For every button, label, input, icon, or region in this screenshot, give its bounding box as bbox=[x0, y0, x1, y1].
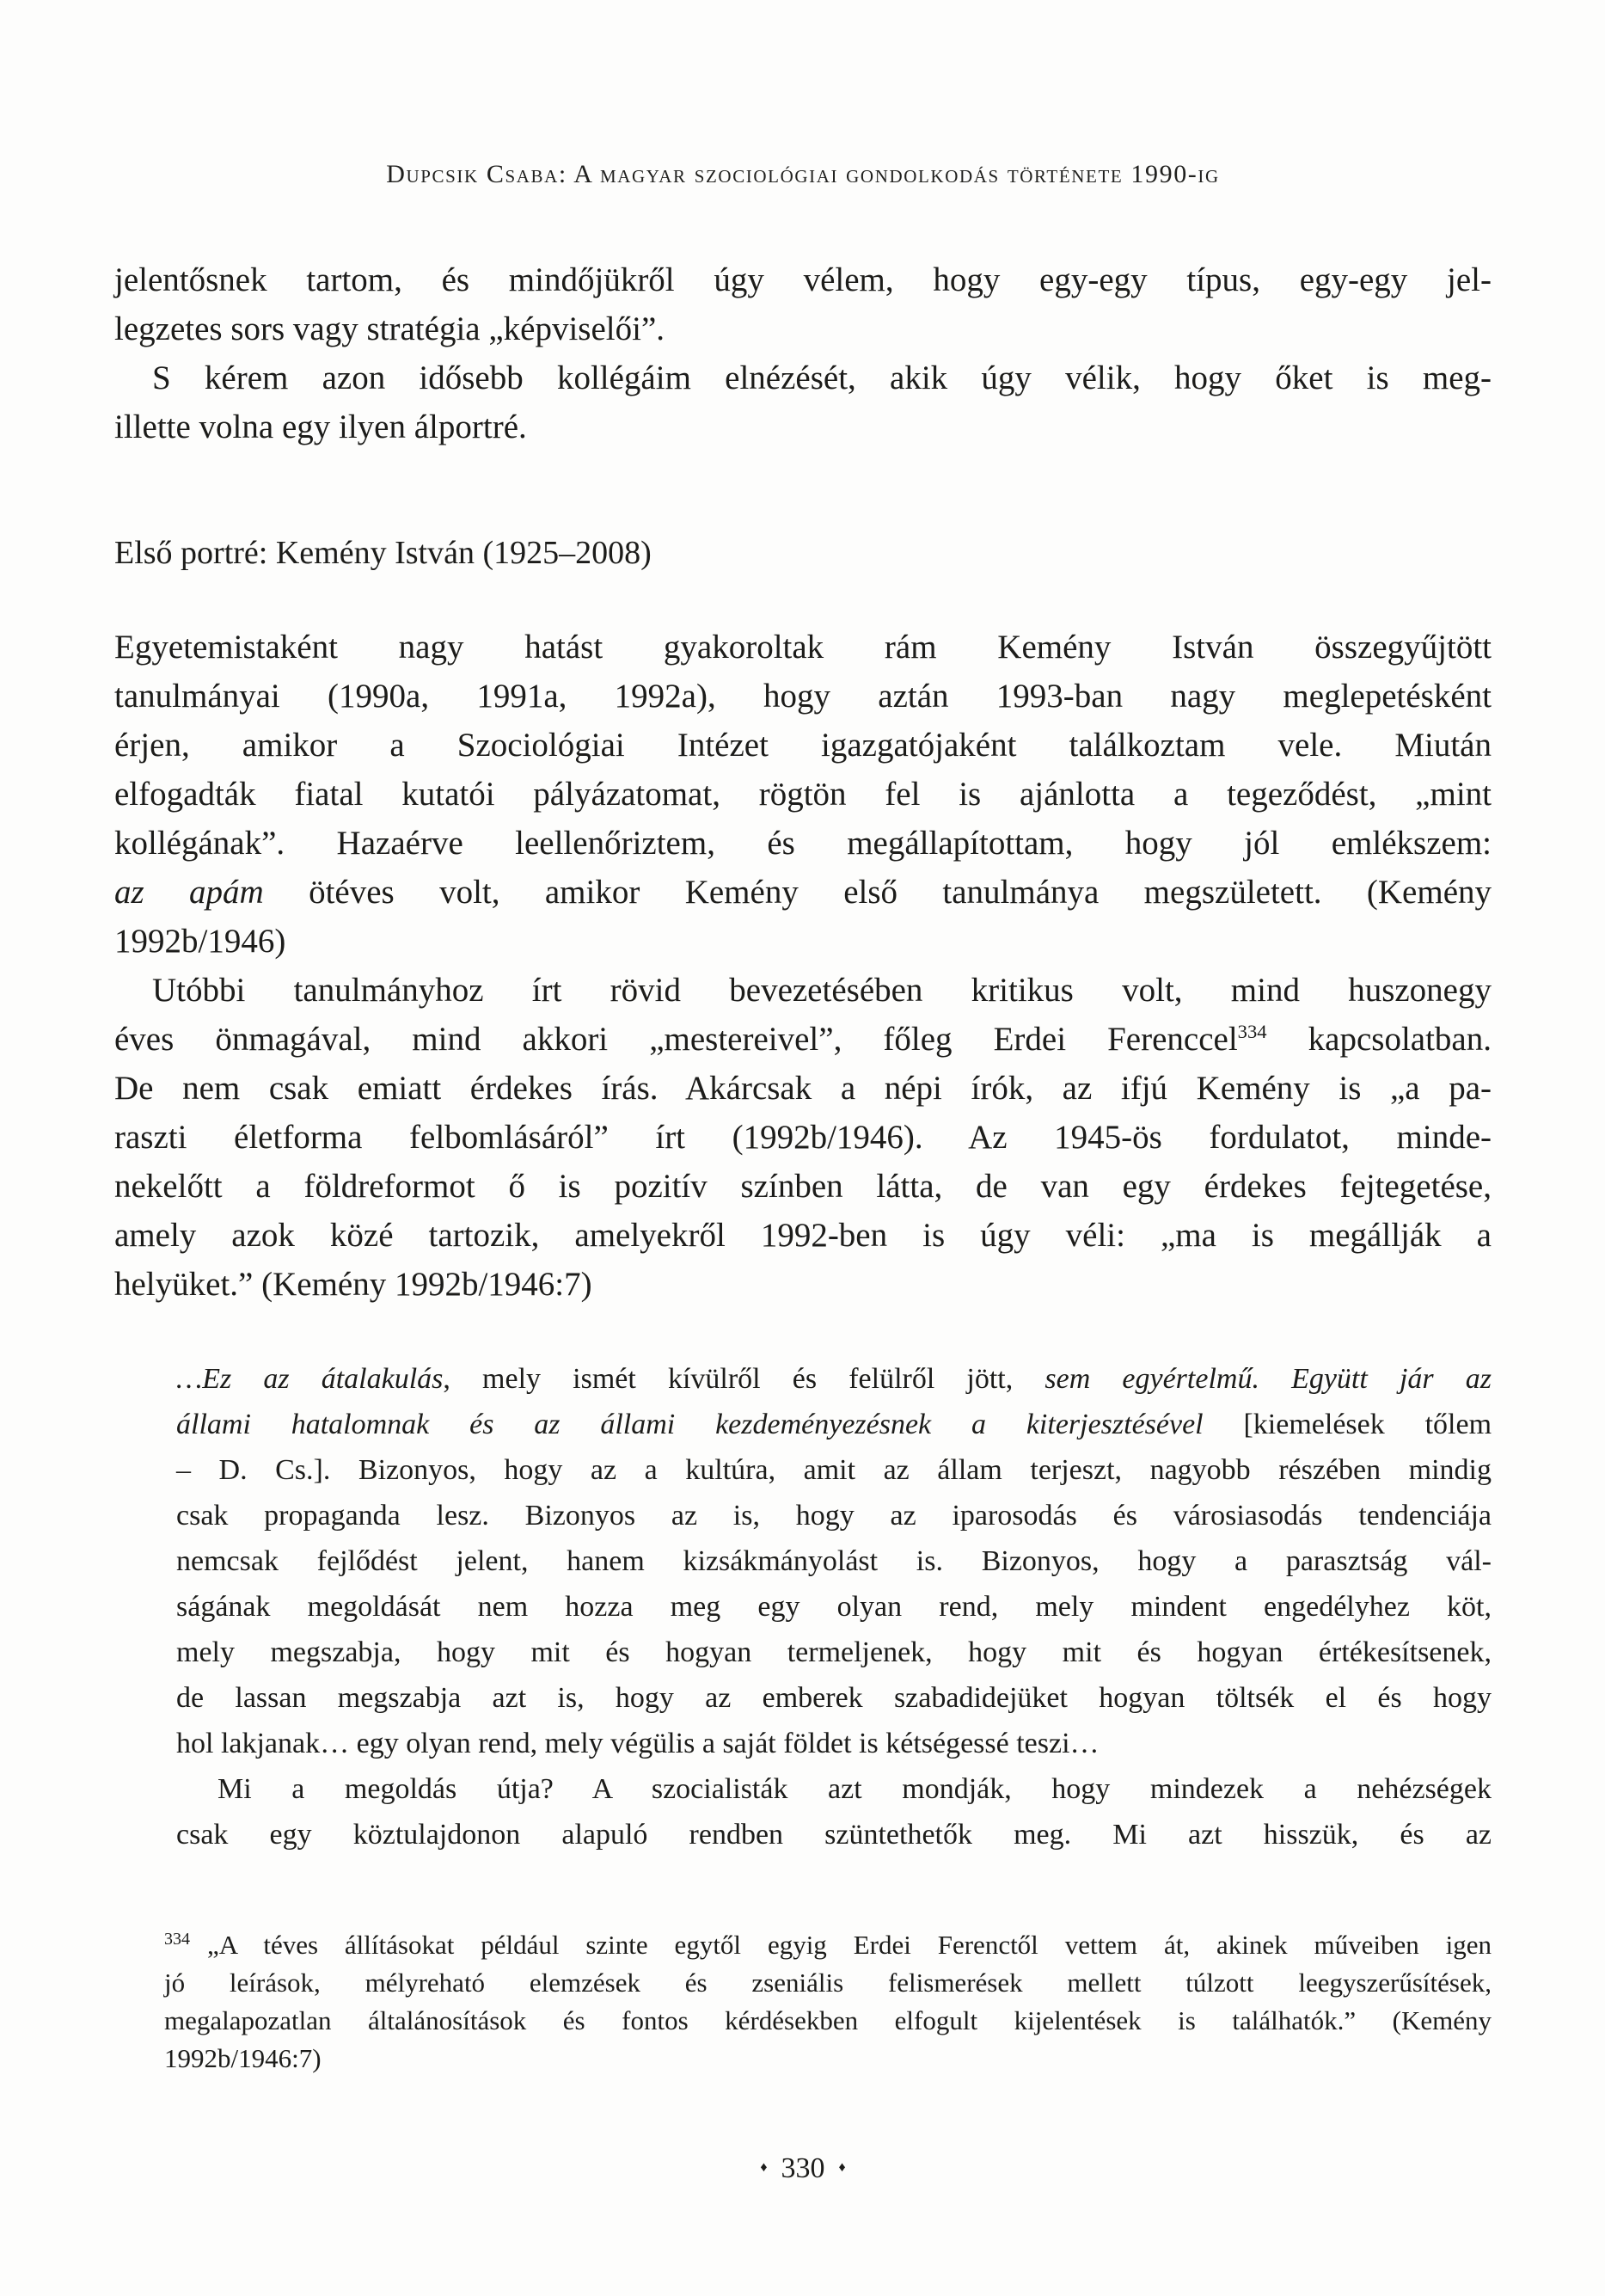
text-line bbox=[114, 623, 1492, 672]
text-line bbox=[164, 2002, 1492, 2040]
text-line bbox=[176, 1584, 1492, 1630]
text-run: ötéves volt, amikor Kemény első tanulmánya megszületett. (Kemény bbox=[263, 874, 1492, 911]
footnote-334 bbox=[164, 1926, 1492, 2078]
text-run: amely azok közé tartozik, amelyekről 1992-ben is úgy véli: „ma is megállják a bbox=[114, 1217, 1492, 1254]
text-run: helyüket.” (Kemény 1992b/1946:7) bbox=[114, 1266, 592, 1303]
text-line bbox=[114, 1113, 1492, 1162]
running-header: Dupcsik Csaba: A magyar szociológiai gondolkodás története 1990-ig bbox=[386, 160, 1220, 188]
text-line bbox=[114, 402, 1492, 451]
text-run: kapcsolatban. bbox=[1266, 1021, 1492, 1058]
italic-run: sem egyértelmű. Együtt jár az bbox=[1044, 1363, 1492, 1395]
text-run: raszti életforma felbomlásáról” írt (1992b/1946). Az 1945-ös fordulatot, minde- bbox=[114, 1119, 1492, 1156]
text-line bbox=[176, 1493, 1492, 1538]
paragraph-university bbox=[114, 623, 1492, 966]
paragraph-utobbi bbox=[114, 966, 1492, 1309]
text-line bbox=[176, 1356, 1492, 1402]
text-run: Első portré: Kemény István (1925–2008) bbox=[114, 535, 652, 571]
text-run: csak egy köztulajdonon alapuló rendben szüntethetők meg. Mi azt hisszük, és az bbox=[176, 1819, 1492, 1851]
text-line bbox=[114, 304, 1492, 353]
text-line bbox=[164, 1964, 1492, 2002]
text-line bbox=[176, 1721, 1492, 1766]
text-line bbox=[114, 917, 1492, 966]
block-quote-kemeny bbox=[176, 1356, 1492, 1857]
footer-ornament-left-icon: ♦ bbox=[760, 2160, 768, 2175]
italic-run: állami hatalomnak és az állami kezdeményezésnek a kiterjesztésével bbox=[176, 1409, 1204, 1440]
text-run: 1992b/1946:7) bbox=[164, 2043, 322, 2073]
text-run: Mi a megoldás útja? A szocialisták azt mondják, hogy mindezek a nehézségek bbox=[217, 1773, 1492, 1805]
text-line bbox=[114, 255, 1492, 304]
page-footer bbox=[114, 2151, 1492, 2186]
text-line bbox=[114, 966, 1492, 1015]
text-run: 1992b/1946) bbox=[114, 923, 286, 960]
text-run: illette volna egy ilyen álportré. bbox=[114, 408, 527, 445]
text-line bbox=[176, 1675, 1492, 1721]
footnote-marker: 334 bbox=[164, 1929, 190, 1949]
text-run: hol lakjanak… egy olyan rend, mely végülis a saját földet is kétségessé teszi… bbox=[176, 1728, 1100, 1759]
text-run: jó leírások, mélyreható elemzések és zseniális felismerések mellett túlzott leegyszerűsítések, bbox=[164, 1968, 1492, 1998]
text-line bbox=[114, 529, 1492, 578]
text-line bbox=[114, 1211, 1492, 1260]
text-line bbox=[114, 721, 1492, 770]
section-heading bbox=[114, 529, 1492, 578]
text-line bbox=[164, 1926, 1492, 1964]
text-line bbox=[114, 868, 1492, 917]
text-line bbox=[114, 770, 1492, 819]
text-run: csak propaganda lesz. Bizonyos az is, hogy az iparosodás és városiasodás tendenciája bbox=[176, 1500, 1492, 1532]
text-line bbox=[164, 2040, 1492, 2078]
footnote-reference: 334 bbox=[1237, 1021, 1267, 1042]
text-line bbox=[114, 1260, 1492, 1309]
text-run: – D. Cs.]. Bizonyos, hogy az a kultúra, amit az állam terjeszt, nagyobb részében mindig bbox=[176, 1454, 1492, 1486]
text-line bbox=[176, 1402, 1492, 1447]
text-run: Utóbbi tanulmányhoz írt rövid bevezetésében kritikus volt, mind huszonegy bbox=[152, 972, 1492, 1009]
paragraph-continuation bbox=[114, 255, 1492, 353]
text-run: [kiemelések tőlem bbox=[1203, 1409, 1492, 1440]
text-run: legzetes sors vagy stratégia „képviselői”. bbox=[114, 310, 665, 347]
italic-run: az apám bbox=[114, 874, 264, 911]
text-run: „A téves állításokat például szinte egytől egyig Erdei Ferenctől vettem át, akinek műveiben igen bbox=[207, 1930, 1492, 1960]
text-line bbox=[114, 1015, 1492, 1064]
text-line bbox=[114, 672, 1492, 721]
text-run: nekelőtt a földreformot ő is pozitív színben látta, de van egy érdekes fejtegetése, bbox=[114, 1168, 1492, 1205]
text-line bbox=[176, 1538, 1492, 1584]
text-line bbox=[114, 1162, 1492, 1211]
text-line bbox=[176, 1447, 1492, 1493]
text-run: de lassan megszabja azt is, hogy az emberek szabadidejüket hogyan töltsék el és hogy bbox=[176, 1682, 1492, 1714]
text-run: nemcsak fejlődést jelent, hanem kizsákmányolást is. Bizonyos, hogy a parasztság vál- bbox=[176, 1545, 1492, 1577]
page-body bbox=[114, 255, 1492, 2078]
page-number: 330 bbox=[781, 2152, 825, 2184]
text-run: éves önmagával, mind akkori „mestereivel”, főleg Erdei Ferenccel bbox=[114, 1021, 1238, 1058]
text-run: , mely ismét kívülről és felülről jött, bbox=[443, 1363, 1045, 1395]
text-line bbox=[114, 1064, 1492, 1113]
text-run: kollégának”. Hazaérve leellenőriztem, és megállapítottam, hogy jól emlékszem: bbox=[114, 825, 1492, 862]
text-run: De nem csak emiatt érdekes írás. Akárcsak a népi írók, az ifjú Kemény is „a pa- bbox=[114, 1070, 1492, 1107]
footer-ornament-right-icon: ♦ bbox=[838, 2160, 846, 2175]
text-run: érjen, amikor a Szociológiai Intézet igazgatójaként találkoztam vele. Miután bbox=[114, 727, 1492, 764]
text-line bbox=[114, 353, 1492, 402]
text-run: Egyetemistaként nagy hatást gyakoroltak rám Kemény István összegyűjtött bbox=[114, 629, 1492, 666]
text-run: megalapozatlan általánosítások és fontos kérdésekben elfogult kijelentések is találhatók.” (Kemény bbox=[164, 2005, 1492, 2035]
text-run: jelentősnek tartom, és mindőjükről úgy vélem, hogy egy-egy típus, egy-egy jel- bbox=[114, 261, 1492, 298]
text-run: mely megszabja, hogy mit és hogyan termeljenek, hogy mit és hogyan értékesítsenek, bbox=[176, 1636, 1492, 1668]
paragraph-apology bbox=[114, 353, 1492, 451]
text-run: tanulmányai (1990a, 1991a, 1992a), hogy aztán 1993-ban nagy meglepetésként bbox=[114, 678, 1492, 715]
text-line bbox=[176, 1766, 1492, 1812]
italic-run: …Ez az átalakulás bbox=[176, 1363, 444, 1395]
text-run: ságának megoldását nem hozza meg egy olyan rend, mely mindent engedélyhez köt, bbox=[176, 1591, 1492, 1623]
text-run: S kérem azon idősebb kollégáim elnézését, akik úgy vélik, hogy őket is meg- bbox=[152, 359, 1492, 396]
text-line bbox=[114, 819, 1492, 868]
text-run: elfogadták fiatal kutatói pályázatomat, rögtön fel is ajánlotta a tegeződést, „mint bbox=[114, 776, 1492, 813]
text-line bbox=[176, 1812, 1492, 1857]
text-line bbox=[176, 1630, 1492, 1675]
